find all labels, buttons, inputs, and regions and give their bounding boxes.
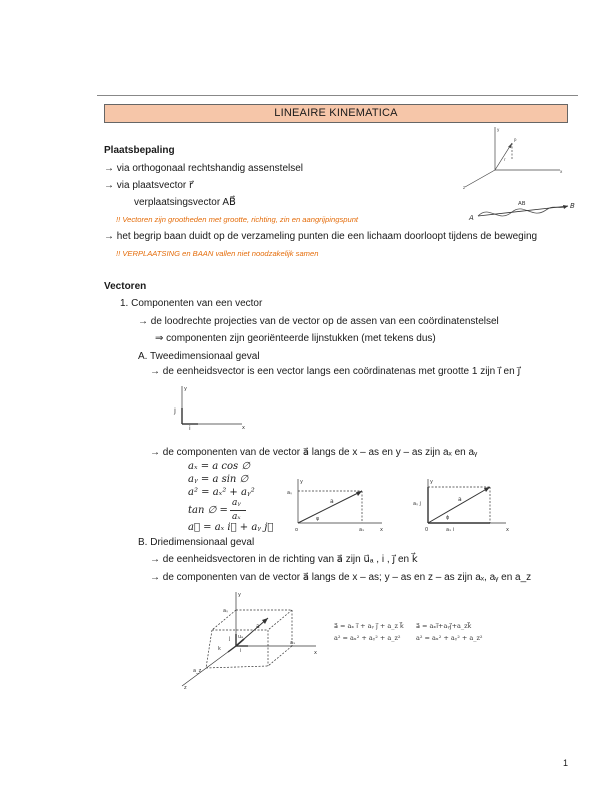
text-line: → de loodrechte projecties van de vector op de assen van een coördinatenstelsel bbox=[138, 316, 499, 327]
text-line: → de eenheidsvectoren in de richting van a⃗ zijn u⃗ₐ , i , j⃗ en k⃗ bbox=[150, 554, 418, 565]
formula: a² = aₓ² + aᵧ² + a_z² bbox=[416, 634, 483, 642]
axis-label-y: y bbox=[238, 592, 241, 598]
formula: a⃗ = aₓ i⃗ + aᵧ j⃗ + a_z k⃗ bbox=[334, 622, 404, 630]
component-label-axi: aₓ i bbox=[446, 527, 455, 533]
formula-numerator: aᵧ bbox=[232, 498, 241, 508]
page-number: 1 bbox=[562, 758, 568, 768]
vector-label-ab: AB bbox=[518, 201, 526, 207]
point-label-b: B bbox=[570, 202, 575, 210]
unit-label-i: i bbox=[240, 648, 242, 654]
text-line: → de componenten van de vector a⃗ langs de x – as en y – as zijn aₓ en aᵧ bbox=[150, 447, 478, 458]
subsection-label: A. Tweedimensionaal geval bbox=[138, 351, 260, 362]
angle-label: φ bbox=[316, 516, 320, 522]
axis-label-y: y bbox=[300, 479, 303, 485]
component-label-ax: aₓ bbox=[290, 640, 296, 646]
axis-label-y: y bbox=[497, 127, 500, 132]
top-rule bbox=[97, 95, 578, 96]
trajectory-diagram bbox=[468, 196, 576, 226]
section-heading-plaatsbepaling: Plaatsbepaling bbox=[104, 145, 175, 156]
vector-label-a: a bbox=[330, 498, 334, 505]
angle-label: ϕ bbox=[446, 515, 450, 521]
component-label-ayj: aᵧ j bbox=[413, 501, 421, 507]
text-line: → het begrip baan duidt op de verzameling punten die een lichaam doorloopt tijdens de beweging bbox=[104, 231, 538, 242]
list-item: 1. Componenten van een vector bbox=[120, 298, 263, 309]
component-label-az: a_z bbox=[193, 668, 202, 674]
formula: tan ∅ = bbox=[188, 505, 228, 516]
axis-label-x: x bbox=[314, 650, 317, 656]
text-line: ⇒ componenten zijn georiënteerde lijnstukken (met tekens dus) bbox=[155, 333, 436, 344]
unit-label-ua: uₐ bbox=[238, 634, 244, 640]
section-heading-vectoren: Vectoren bbox=[104, 281, 147, 292]
component-diagram-3d bbox=[176, 590, 326, 690]
component-label-ay: aᵧ bbox=[223, 608, 228, 614]
formula: a² = aₓ² + aᵧ² bbox=[188, 487, 255, 498]
unit-label-j: j bbox=[174, 407, 176, 415]
formula: a⃗ = aₓ i⃗ + aᵧ j⃗ bbox=[188, 522, 274, 533]
unit-label-i: i bbox=[189, 425, 191, 432]
origin-label: 0 bbox=[425, 527, 429, 533]
axis-label-x: x bbox=[242, 425, 245, 431]
text-line: verplaatsingsvector AB⃗ bbox=[134, 197, 236, 208]
axis-label-y: y bbox=[184, 386, 187, 392]
axis-label-x: x bbox=[506, 527, 509, 533]
vector-label-a: a bbox=[458, 496, 462, 503]
text-line: → de eenheidsvector is een vector langs een coördinatenas met grootte 1 zijn i⃗ en j⃗ bbox=[150, 366, 521, 377]
axis-label-x: x bbox=[560, 169, 563, 174]
component-label-ax: aₓ bbox=[359, 527, 365, 533]
component-diagram-2d bbox=[286, 477, 386, 535]
point-label-p: P bbox=[514, 138, 517, 143]
origin-label: o bbox=[295, 527, 299, 533]
page-title: LINEAIRE KINEMATICA bbox=[104, 104, 568, 123]
axis-label-z: z bbox=[463, 185, 466, 190]
formula: a⃗ = aₓi⃗+aᵧj⃗+a_zk⃗ bbox=[416, 622, 472, 630]
component-label-ay: aᵧ bbox=[287, 490, 292, 496]
unit-vectors-diagram bbox=[172, 384, 252, 430]
unit-component-diagram-2d bbox=[414, 477, 514, 535]
vector-label-r: r bbox=[504, 157, 506, 162]
axis-label-x: x bbox=[380, 527, 383, 533]
note: !! VERPLAATSING en BAAN vallen niet noodzakelijk samen bbox=[116, 249, 319, 258]
axis-label-y: y bbox=[430, 479, 433, 485]
axes-sketch-diagram bbox=[460, 125, 570, 190]
text-line: → de componenten van de vector a⃗ langs de x – as; y – as en z – as zijn aₓ, aᵧ en a_z bbox=[150, 572, 532, 583]
unit-label-k: k bbox=[218, 646, 221, 652]
point-label-a: A bbox=[469, 214, 474, 222]
formula: aᵧ = a sin ∅ bbox=[188, 474, 249, 485]
formula-denominator: aₓ bbox=[232, 512, 241, 522]
note: !! Vectoren zijn grootheden met grootte, richting, zin en aangrijpingspunt bbox=[116, 215, 359, 224]
unit-label-j: j bbox=[229, 636, 231, 642]
subsection-label: B. Driedimensionaal geval bbox=[138, 537, 255, 548]
text-line: → via plaatsvector r⃗ bbox=[104, 180, 194, 191]
vector-label-a: a bbox=[256, 623, 260, 630]
text-line: → via orthogonaal rechtshandig assenstelsel bbox=[104, 163, 304, 174]
axis-label-z: z bbox=[184, 685, 187, 691]
formula: a² = aₓ² + aᵧ² + a_z² bbox=[334, 634, 401, 642]
formula: aₓ = a cos ∅ bbox=[188, 461, 251, 472]
